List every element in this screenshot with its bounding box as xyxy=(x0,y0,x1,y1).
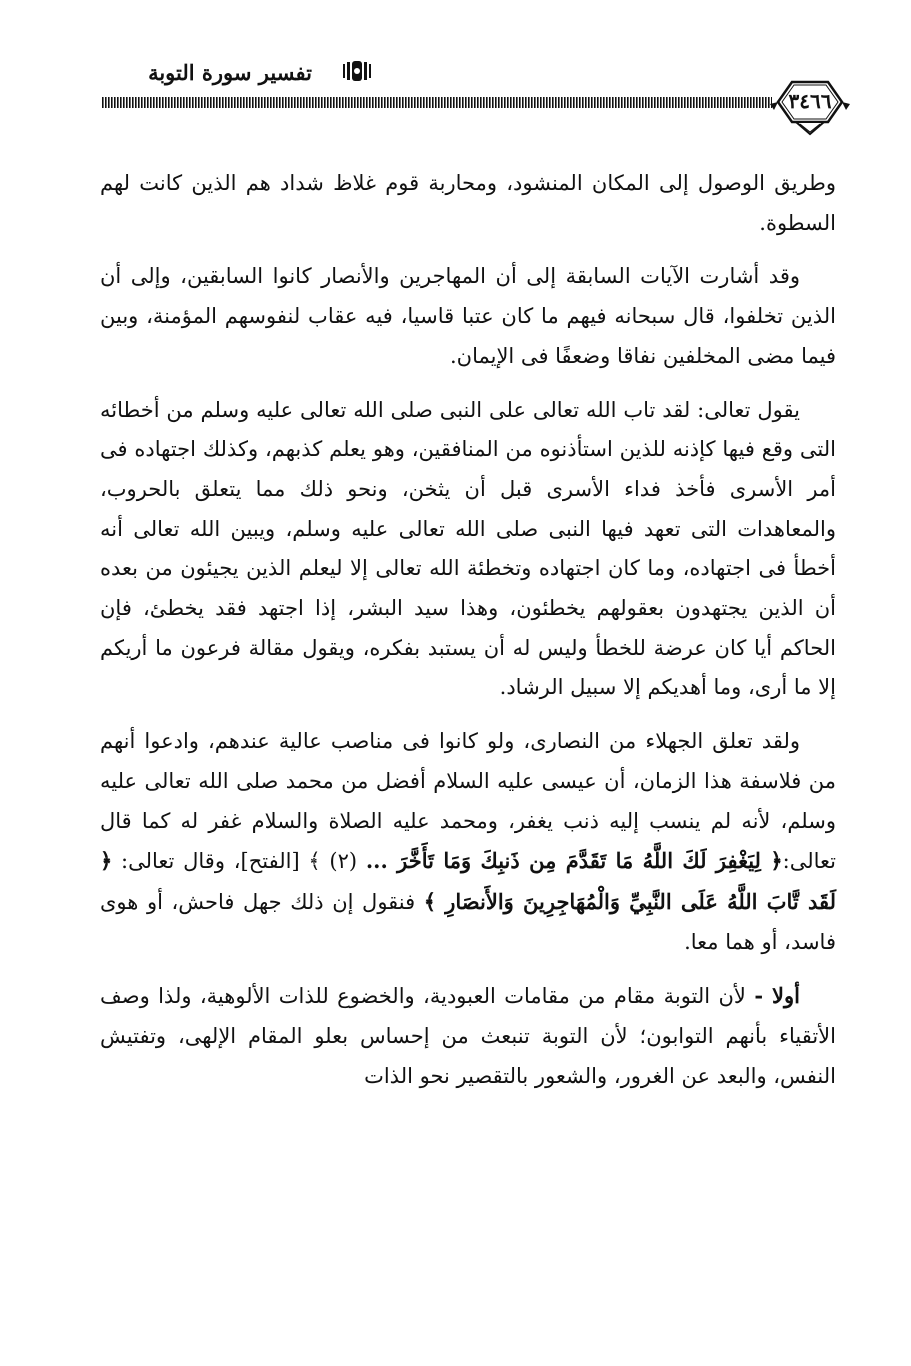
ornament-icon xyxy=(340,60,374,82)
quran-verse-tawba: ﴿ لَقَد تَّابَ اللَّهُ عَلَى النَّبِيِّ وَالْمُهَاجِرِينَ وَالأَنصَارِ ﴾ xyxy=(100,848,837,914)
verse-reference-fath: (٢) ﴾ [الفتح]، xyxy=(233,849,358,874)
paragraph-5-text: لأن التوبة مقام من مقامات العبودية، والخضوع للذات الألوهية، ولذا وصف الأتقياء بأنهم التوابون؛ لأن التوبة تنبعث من إحساس بعلو المقام الإلهى، وتفتيش النفس، والبعد عن الغرور، والشعور بالتقصير نحو الذات xyxy=(100,984,836,1088)
point-first-label: أولا - xyxy=(754,983,801,1009)
paragraph-4-text-c: فنقول إن ذلك جهل فاحش، أو هوى فاسد، أو هما معا. xyxy=(100,889,836,954)
running-header-title: تفسير سورة التوبة xyxy=(148,60,312,85)
quran-verse-fath: ﴿ لِيَغْفِرَ لَكَ اللَّهُ مَا تَقَدَّمَ مِن ذَنبِكَ وَمَا تَأَخَّرَ ... xyxy=(365,848,783,874)
paragraph-4-text-a: ولقد تعلق الجهلاء من النصارى، ولو كانوا فى مناصب عالية عندهم، وادعوا أنهم من فلاسفة هذا الزمان، أن عيسى عليه السلام أفضل من محمد صلى الله تعالى عليه وسلم، لأنه لم ينسب إليه ذنب يغفر، ومحمد عليه الصلاة والسلام غفر له كما قال تعالى: xyxy=(100,729,836,874)
paragraph-2: وقد أشارت الآيات السابقة إلى أن المهاجرين والأنصار كانوا السابقين، وإلى أن الذين تخلفوا، قال سبحانه فيهم ما كان عتبا قاسيا، فيه عقاب لنفوسهم المؤمنة، وبين فيما مضى المخلفين نفاقا وضعفًا فى الإيمان. xyxy=(100,264,836,368)
paragraph-4-text-b: وقال تعالى: xyxy=(112,849,234,874)
body-text xyxy=(100,164,836,1096)
header-rule xyxy=(102,97,772,108)
page-number: ٣٤٦٦ xyxy=(788,89,832,113)
paragraph-1: وطريق الوصول إلى المكان المنشود، ومحاربة قوم غلاظ شداد هم الذين كانت لهم السطوة. xyxy=(100,171,836,235)
paragraph-3: يقول تعالى: لقد تاب الله تعالى على النبى صلى الله تعالى عليه وسلم من أخطائه التى وقع فيها كإذنه للذين استأذنوه من المنافقين، وهو يعلم كذبهم، وكذلك اجتهاده فى أمر الأسرى فأخذ فداء الأسرى قبل أن يثخن، ونحو ذلك مما يتعلق بالحروب، والمعاهدات التى تعهد فيها النبى صلى الله تعالى عليه وسلم، ويبين الله تعالى أنه أخطأ فى اجتهاده، وما كان اجتهاده وتخطئة الله تعالى إلا ليعلم الذين يجيئون من بعده أن الذين يجتهدون بعقولهم يخطئون، وهذا سيد البشر، إذا اجتهد فقد يخطئ، فإن الحاكم أيا كان عرضة للخطأ وليس له أن يستبد بفكره، ويقول مقالة فرعون ما أريكم إلا ما أرى، وما أهديكم إلا سبيل الرشاد. xyxy=(100,397,836,700)
paragraph-4 xyxy=(100,722,836,962)
paragraph-5 xyxy=(100,976,836,1096)
